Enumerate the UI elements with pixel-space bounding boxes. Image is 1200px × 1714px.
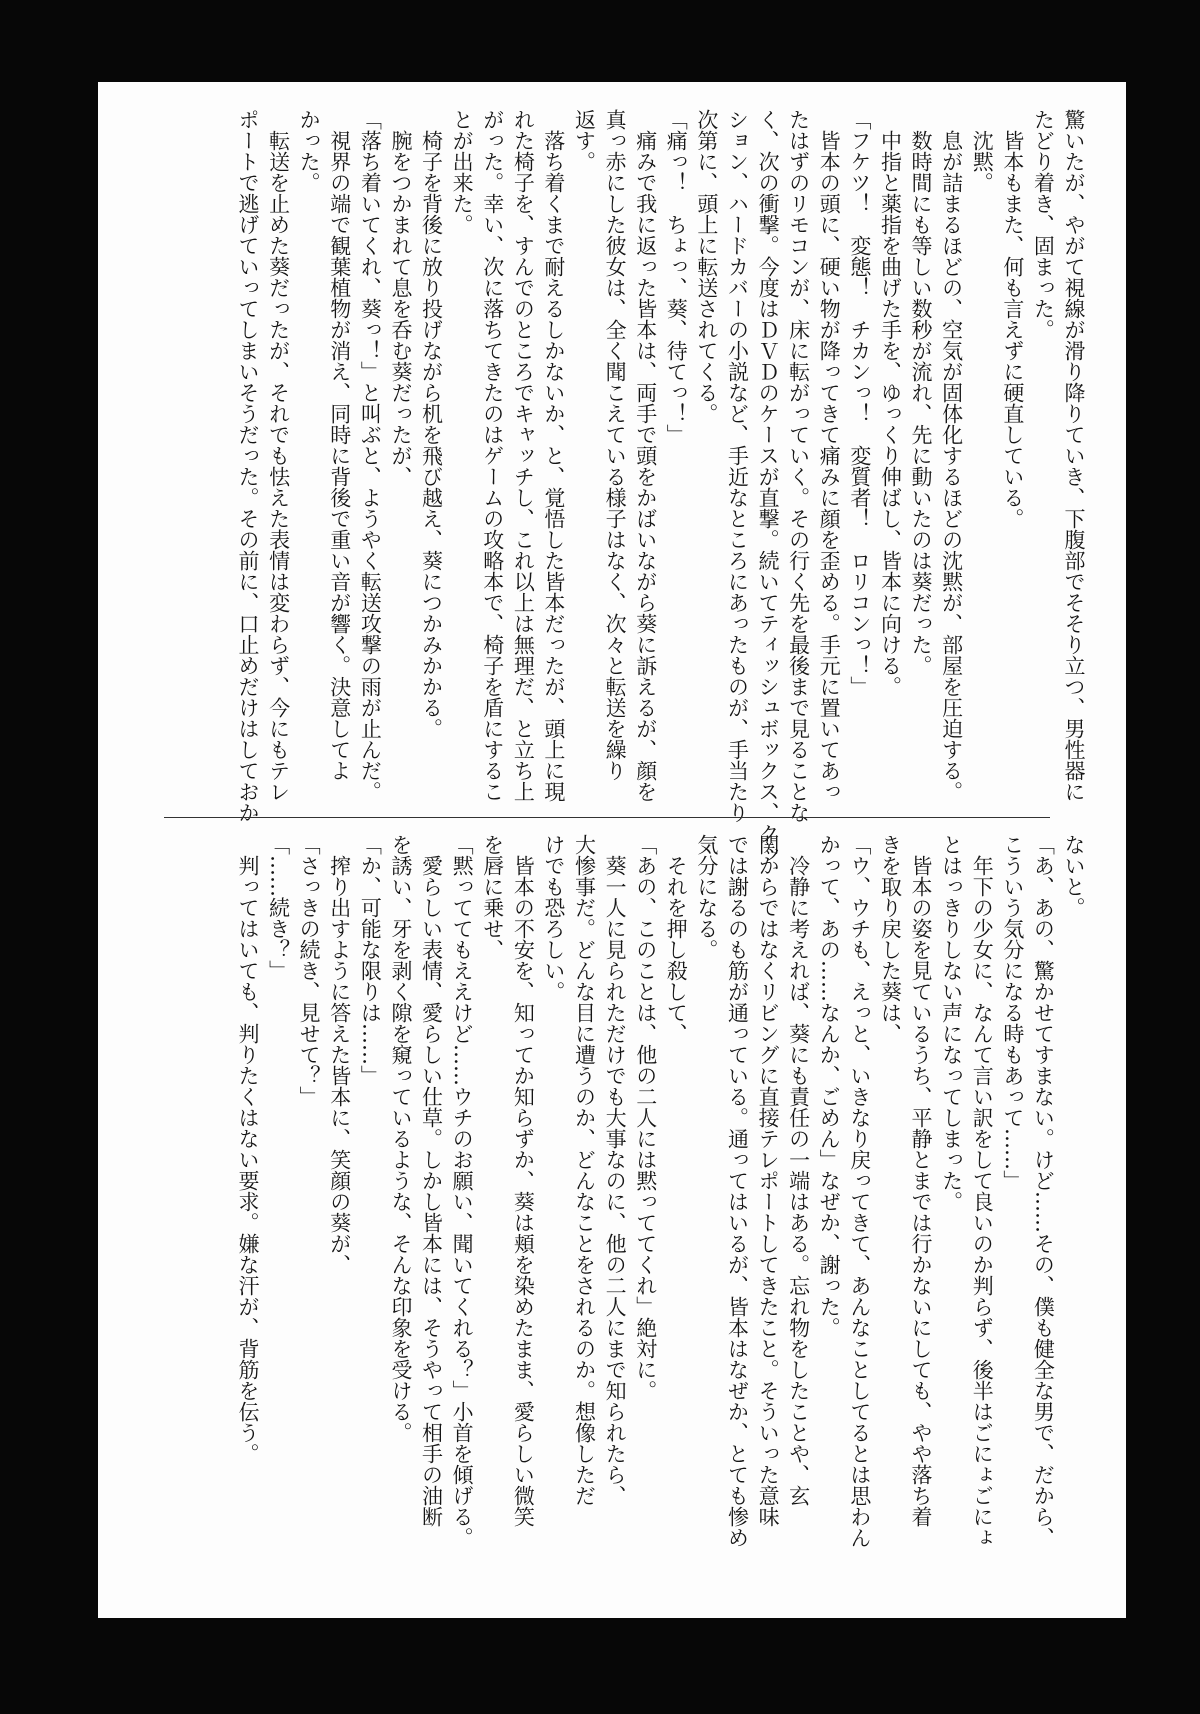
text-line: を唇に乗せ、 [480, 834, 505, 960]
text-line: とはっきりしない声になってしまった。 [939, 834, 964, 1212]
text-line: 関からではなくリビングに直接テレポートしてきたこと。そういった意味 [756, 834, 781, 1527]
text-line: 「ウ、ウチも、えっと、いきなり戻ってきて、あんなことしてるとは思わん [847, 834, 872, 1548]
text-line: 落ち着くまで耐えるしかないか、と、覚悟した皆本だったが、頭上に現 [541, 109, 566, 802]
text-line: 年下の少女に、なんて言い訳をして良いのか判らず、後半はごにょごにょ [970, 834, 995, 1548]
text-line: 皆本の不安を、知ってか知らずか、葵は頬を染めたまま、愛らしい微笑 [511, 834, 536, 1527]
text-line: 搾り出すように答えた皆本に、笑顔の葵が、 [327, 834, 352, 1275]
text-line: れた椅子を、すんでのところでキャッチし、これ以上は無理だ、と立ち上 [511, 109, 536, 802]
text-line: 視界の端で観葉植物が消え、同時に背後で重い音が響く。決意してよ [327, 109, 352, 781]
text-line: こういう気分になる時もあって……」 [1000, 834, 1025, 1191]
section-divider [164, 817, 1050, 818]
text-line: ないと。 [1062, 834, 1086, 918]
text-line: 沈黙。 [970, 109, 995, 193]
text-line: 中指と薬指を曲げた手を、ゆっくり伸ばし、皆本に向ける。 [878, 109, 903, 697]
text-line: 腕をつかまれて息を呑む葵だったが、 [388, 109, 413, 487]
text-line: 転送を止めた葵だったが、それでも怯えた表情は変わらず、今にもテレ [266, 109, 291, 802]
text-line: 皆本もまた、何も言えずに硬直している。 [1000, 109, 1025, 529]
text-line: ション、ハードカバーの小説など、手近なところにあったものが、手当たり [725, 109, 750, 823]
text-line: 判ってはいても、判りたくはない要求。嫌な汗が、背筋を伝う。 [235, 834, 260, 1464]
text-line: 皆本の頭に、硬い物が降ってきて痛みに顔を歪める。手元に置いてあっ [817, 109, 842, 802]
text-line: 返す。 [572, 109, 597, 172]
text-line: 息が詰まるほどの、空気が固体化するほどの沈黙が、部屋を圧迫する。 [939, 109, 964, 802]
text-line: 「あ、あの、驚かせてすまない。けど……その、僕も健全な男で、だから、 [1031, 834, 1056, 1548]
text-line: 愛らしい表情、愛らしい仕草。しかし皆本には、そうやって相手の油断 [419, 834, 444, 1527]
text-line: それを押し殺して、 [664, 834, 689, 1044]
text-line: がった。幸い、次に落ちてきたのはゲームの攻略本で、椅子を盾にするこ [480, 109, 505, 802]
text-line: かって、あの……なんか、ごめん」なぜか、謝った。 [817, 834, 842, 1338]
text-line: 「か、可能な限りは……」 [358, 834, 383, 1086]
top-text-block [232, 109, 1089, 865]
text-line: 椅子を背後に放り投げながら机を飛び越え、葵につかみかかる。 [419, 109, 444, 739]
text-line: 「落ち着いてくれ、葵っ！」と叫ぶと、ようやく転送攻撃の雨が止んだ。 [358, 109, 383, 802]
text-line: 次第に、頭上に転送されてくる。 [694, 109, 719, 424]
text-line: 「黙っててもええけど……ウチのお願い、聞いてくれる？」小首を傾げる。 [450, 834, 475, 1548]
text-line: では謝るのも筋が通っている。通ってはいるが、皆本はなぜか、とても惨め [725, 834, 750, 1548]
book-page [98, 82, 1126, 1618]
text-line: ポートで逃げていってしまいそうだった。その前に、口止めだけはしておか [235, 109, 260, 823]
text-line: く、次の衝撃。今度はＤＶＤのケースが直撃。続いてティッシュボックス、クッ [756, 109, 781, 865]
text-line: けでも恐ろしい。 [541, 834, 566, 1002]
text-line: たはずのリモコンが、床に転がっていく。その行く先を最後まで見ることな [786, 109, 811, 823]
text-line: 「あの、このことは、他の二人には黙っててくれ」絶対に。 [633, 834, 658, 1401]
text-line: 気分になる。 [694, 834, 719, 960]
text-line: 驚いたが、やがて視線が滑り降りていき、下腹部でそそり立つ、男性器に [1062, 109, 1086, 802]
text-line: 「さっきの続き、見せて？」 [297, 834, 322, 1107]
text-line: 「フケツ！ 変態！ チカンっ！ 変質者！ ロリコンっ！」 [847, 109, 872, 697]
text-line: 皆本の姿を見ているうち、平静とまでは行かないにしても、やや落ち着 [909, 834, 934, 1527]
bottom-text-block [232, 834, 1089, 1554]
text-line: きを取り戻した葵は、 [878, 834, 903, 1044]
text-line: 真っ赤にした彼女は、全く聞こえている様子はなく、次々と転送を繰り [603, 109, 628, 781]
text-line: 冷静に考えれば、葵にも責任の一端はある。忘れ物をしたことや、玄 [786, 834, 811, 1506]
text-line: を誘い、牙を剥く隙を窺っているような、そんな印象を受ける。 [388, 834, 413, 1443]
text-line: 痛みで我に返った皆本は、両手で頭をかばいながら葵に訴えるが、顔を [633, 109, 658, 802]
text-line: かった。 [297, 109, 322, 193]
text-line: 「……続き？」 [266, 834, 291, 981]
text-line: 葵一人に見られただけでも大事なのに、他の二人にまで知られたら、 [603, 834, 628, 1506]
text-line: たどり着き、固まった。 [1031, 109, 1056, 340]
text-line: 大惨事だ。どんな目に遭うのか、どんなことをされるのか。想像しただ [572, 834, 597, 1506]
text-line: とが出来た。 [450, 109, 475, 235]
text-line: 「痛っ！ ちょっ、葵、待てっ！」 [664, 109, 689, 445]
text-line: 数時間にも等しい数秒が流れ、先に動いたのは葵だった。 [909, 109, 934, 676]
